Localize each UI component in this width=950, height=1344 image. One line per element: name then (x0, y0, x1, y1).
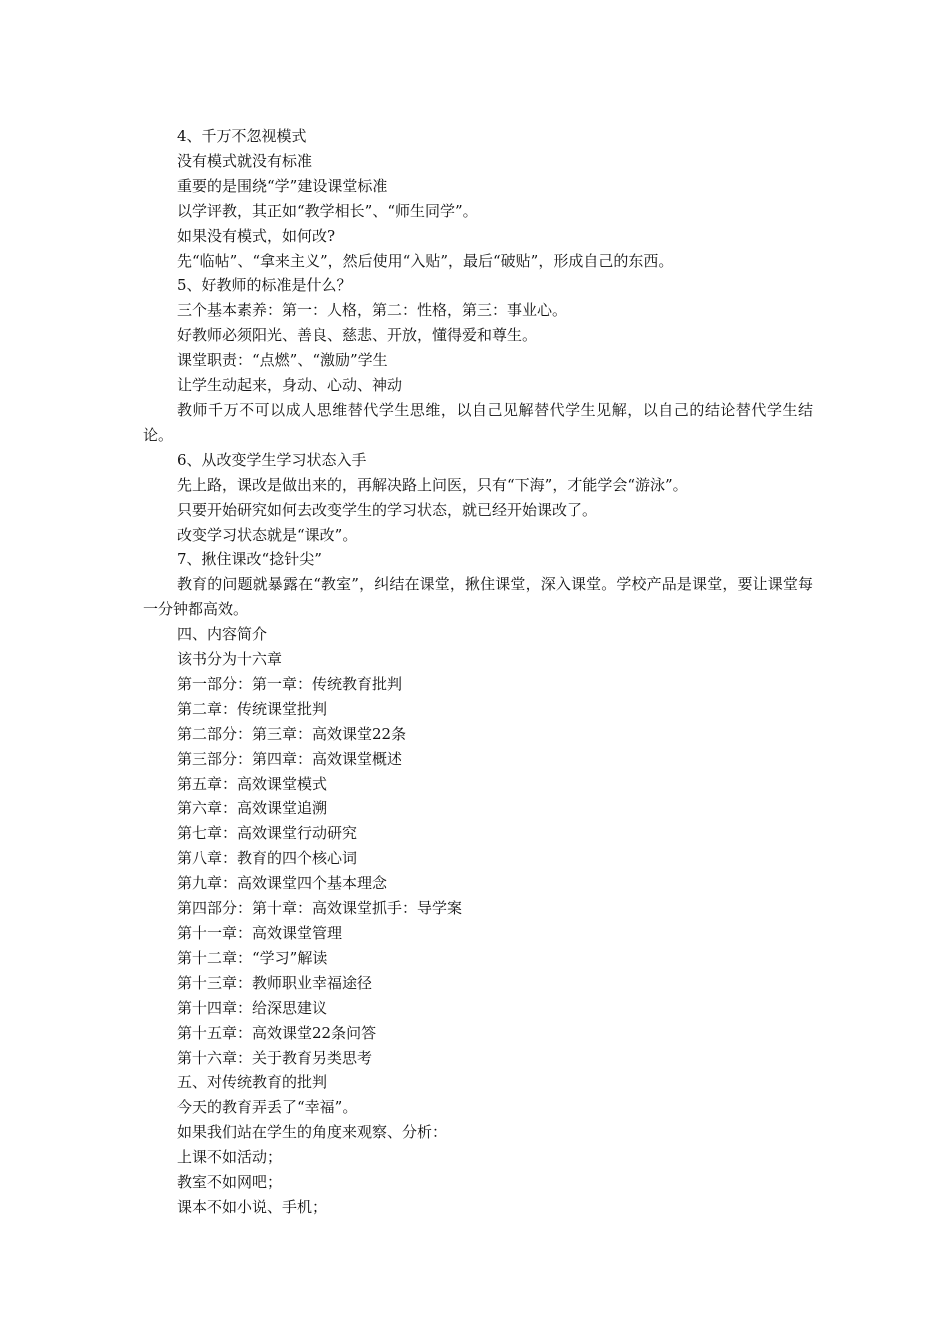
paragraph: 教育的问题就暴露在“教室”，纠结在课堂，揪住课堂，深入课堂。学校产品是课堂，要让课堂每一分钟都高效。 (143, 575, 813, 619)
heading-7: 7、揪住课改“捻针尖” (177, 550, 322, 569)
chapter-item: 第十五章：高效课堂22条问答 (177, 1023, 377, 1042)
chapter-item: 第十四章：给深思建议 (177, 998, 328, 1017)
paragraph: 如果我们站在学生的角度来观察、分析： (177, 1123, 448, 1142)
chapter-item: 第二部分：第三章：高效课堂22条 (177, 724, 407, 743)
paragraph: 只要开始研究如何去改变学生的学习状态，就已经开始课改了。 (177, 500, 598, 519)
paragraph: 今天的教育弄丢了“幸福”。 (177, 1098, 358, 1117)
paragraph: 先上路，课改是做出来的，再解决路上问医，只有“下海”，才能学会“游泳”。 (177, 475, 688, 494)
list-item: 课本不如小说、手机； (177, 1197, 328, 1216)
paragraph: 让学生动起来，身动、心动、神动 (177, 376, 403, 395)
paragraph: 如果没有模式，如何改? (177, 226, 336, 245)
chapter-item: 第五章：高效课堂模式 (177, 774, 328, 793)
chapter-item: 第四部分：第十章：高效课堂抓手：导学案 (177, 899, 463, 918)
chapter-item: 第七章：高效课堂行动研究 (177, 824, 358, 843)
paragraph: 该书分为十六章 (177, 650, 283, 669)
paragraph: 改变学习状态就是“课改”。 (177, 525, 358, 544)
paragraph: 好教师必须阳光、善良、慈悲、开放，懂得爱和尊生。 (177, 326, 538, 345)
section-heading-critique: 五、对传统教育的批判 (177, 1073, 328, 1092)
chapter-item: 第三部分：第四章：高效课堂概述 (177, 749, 403, 768)
paragraph: 先“临帖”、“拿来主义”，然后使用“入贴”，最后“破贴”，形成自己的东西。 (177, 251, 674, 270)
heading-6: 6、从改变学生学习状态入手 (177, 450, 367, 469)
paragraph: 课堂职责：“点燃”、“激励”学生 (177, 351, 388, 370)
chapter-item: 第九章：高效课堂四个基本理念 (177, 874, 388, 893)
chapter-item: 第二章：传统课堂批判 (177, 699, 328, 718)
paragraph: 教师千万不可以成人思维替代学生思维，以自己见解替代学生见解，以自己的结论替代学生结论。 (143, 400, 813, 444)
section-heading-content-summary: 四、内容简介 (177, 625, 268, 644)
list-item: 上课不如活动； (177, 1148, 283, 1167)
list-item: 教室不如网吧； (177, 1173, 283, 1192)
chapter-item: 第六章：高效课堂追溯 (177, 799, 328, 818)
paragraph: 重要的是围绕“学”建设课堂标准 (177, 176, 388, 195)
chapter-item: 第十三章：教师职业幸福途径 (177, 973, 373, 992)
heading-4: 4、千万不忽视模式 (177, 127, 307, 145)
heading-5: 5、好教师的标准是什么？ (177, 276, 352, 295)
paragraph: 三个基本素养：第一：人格，第二：性格，第三：事业心。 (177, 301, 568, 320)
paragraph: 没有模式就没有标准 (177, 151, 313, 170)
chapter-item: 第十二章：“学习”解读 (177, 948, 328, 967)
chapter-item: 第十一章：高效课堂管理 (177, 924, 343, 942)
chapter-item: 第八章：教育的四个核心词 (177, 849, 358, 868)
paragraph: 以学评教，其正如“教学相长”、“师生同学”。 (177, 201, 478, 220)
chapter-item: 第十六章：关于教育另类思考 (177, 1048, 373, 1067)
chapter-item: 第一部分：第一章：传统教育批判 (177, 674, 403, 693)
document-body (143, 124, 813, 1220)
